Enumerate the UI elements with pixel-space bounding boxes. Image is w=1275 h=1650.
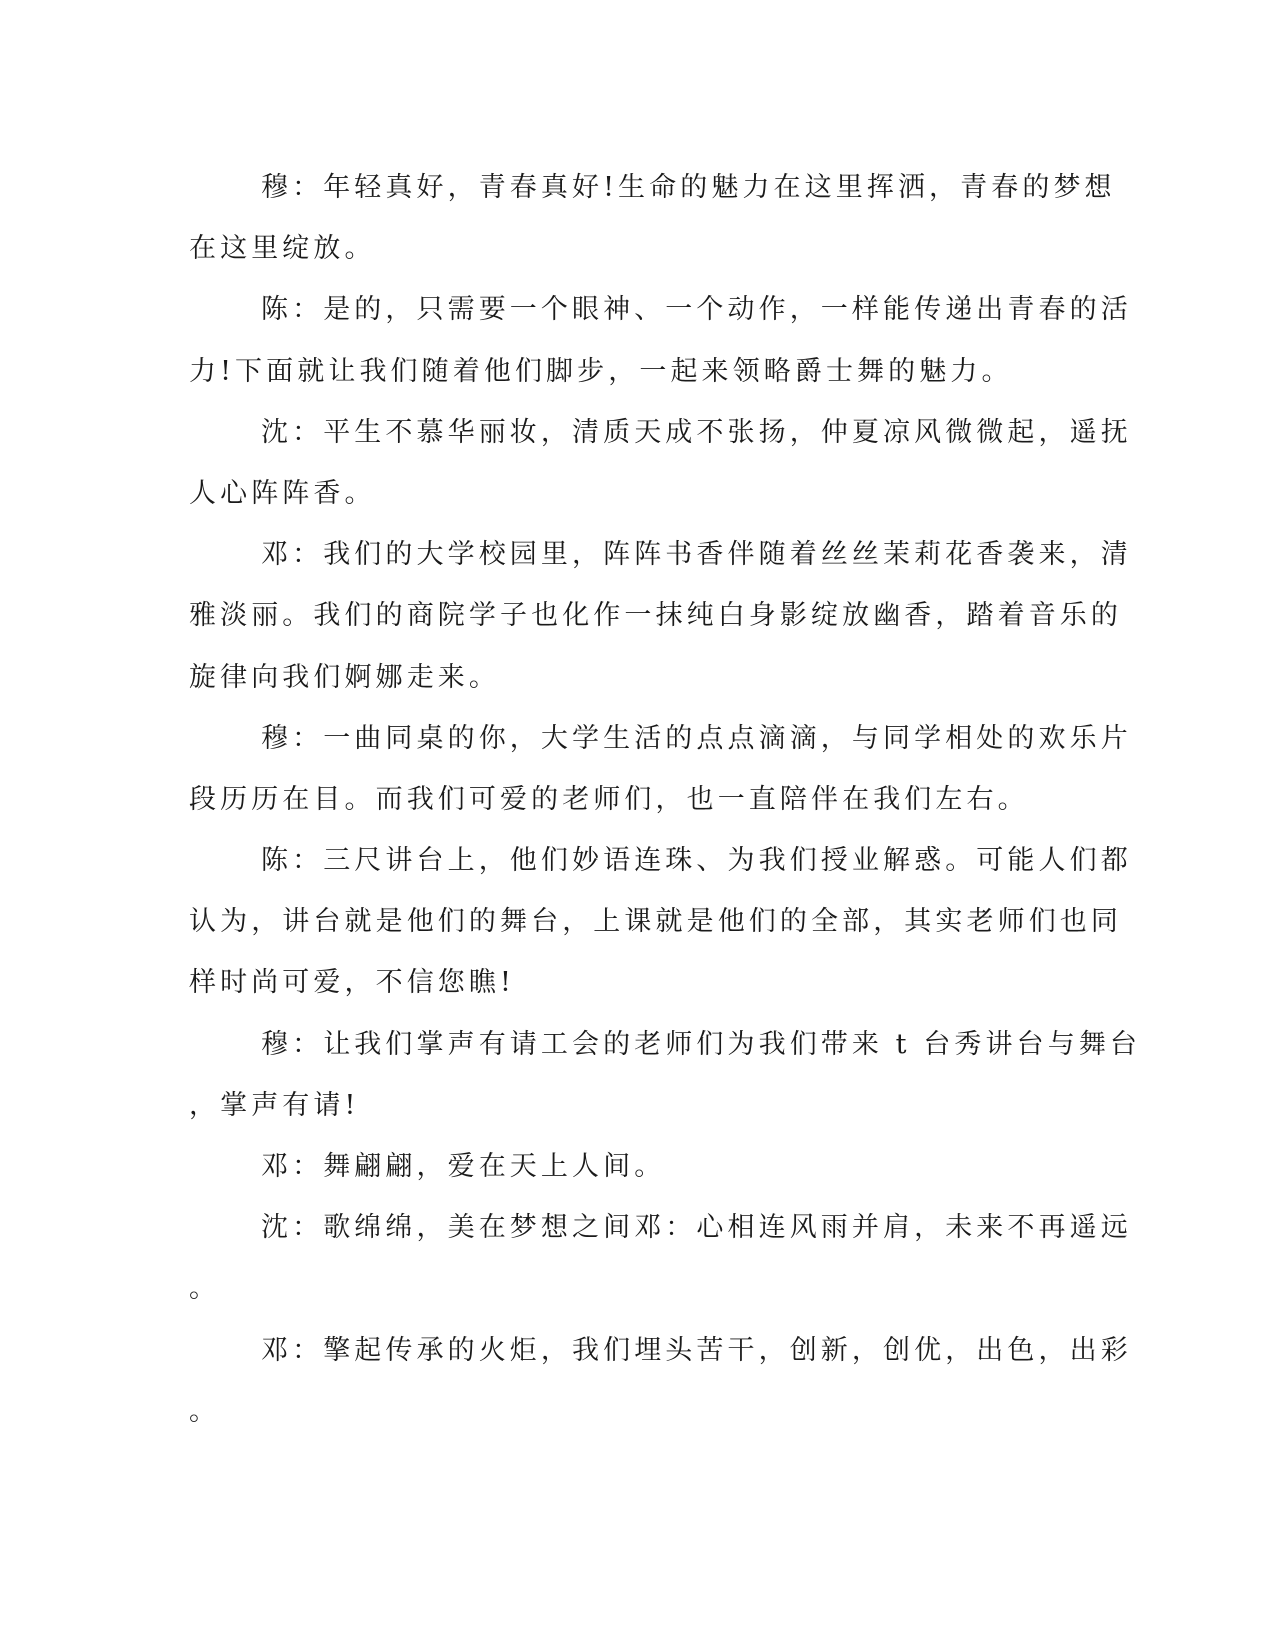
- paragraph-line: 雅淡丽。我们的商院学子也化作一抹纯白身影绽放幽香，踏着音乐的: [189, 600, 1122, 632]
- paragraph-line: 邓：舞翩翩，爱在天上人间。: [261, 1151, 666, 1182]
- paragraph-line: 认为，讲台就是他们的舞台，上课就是他们的全部，其实老师们也同: [189, 906, 1122, 938]
- paragraph-line: 在这里绽放。: [189, 233, 376, 265]
- paragraph-line: ，掌声有请!: [189, 1089, 360, 1121]
- paragraph-line: 邓：我们的大学校园里，阵阵书香伴随着丝丝茉莉花香袭来，清: [261, 539, 1132, 571]
- paragraph-line: 陈：是的，只需要一个眼神、一个动作，一样能传递出青春的活: [261, 294, 1132, 326]
- paragraph-line: 沈：歌绵绵，美在梦想之间邓：心相连风雨并肩，未来不再遥远: [261, 1212, 1132, 1244]
- paragraph-line: 穆：一曲同桌的你，大学生活的点点滴滴，与同学相处的欢乐片: [261, 722, 1132, 754]
- paragraph-line: 邓：擎起传承的火炬，我们埋头苦干，创新，创优，出色，出彩: [261, 1334, 1132, 1366]
- paragraph-line: 段历历在目。而我们可爱的老师们，也一直陪伴在我们左右。: [189, 783, 1029, 815]
- paragraph-line: 穆：年轻真好，青春真好!生命的魅力在这里挥洒，青春的梦想: [261, 172, 1116, 203]
- paragraph-line: 。: [189, 1395, 221, 1427]
- paragraph-line: 样时尚可爱，不信您瞧!: [189, 967, 515, 999]
- paragraph-line: 人心阵阵香。: [189, 477, 376, 509]
- paragraph-line: 。: [189, 1273, 221, 1305]
- paragraph-line: 力!下面就让我们随着他们脚步，一起来领略爵士舞的魅力。: [189, 355, 1013, 387]
- paragraph-line: 沈：平生不慕华丽妆，清质天成不张扬，仲夏凉风微微起，遥抚: [261, 416, 1132, 448]
- paragraph-line: 陈：三尺讲台上，他们妙语连珠、为我们授业解惑。可能人们都: [261, 845, 1132, 877]
- paragraph-line: 旋律向我们婀娜走来。: [189, 661, 500, 693]
- document-body: [189, 157, 1142, 1442]
- paragraph-line: 穆：让我们掌声有请工会的老师们为我们带来 t 台秀讲台与舞台: [261, 1028, 1142, 1060]
